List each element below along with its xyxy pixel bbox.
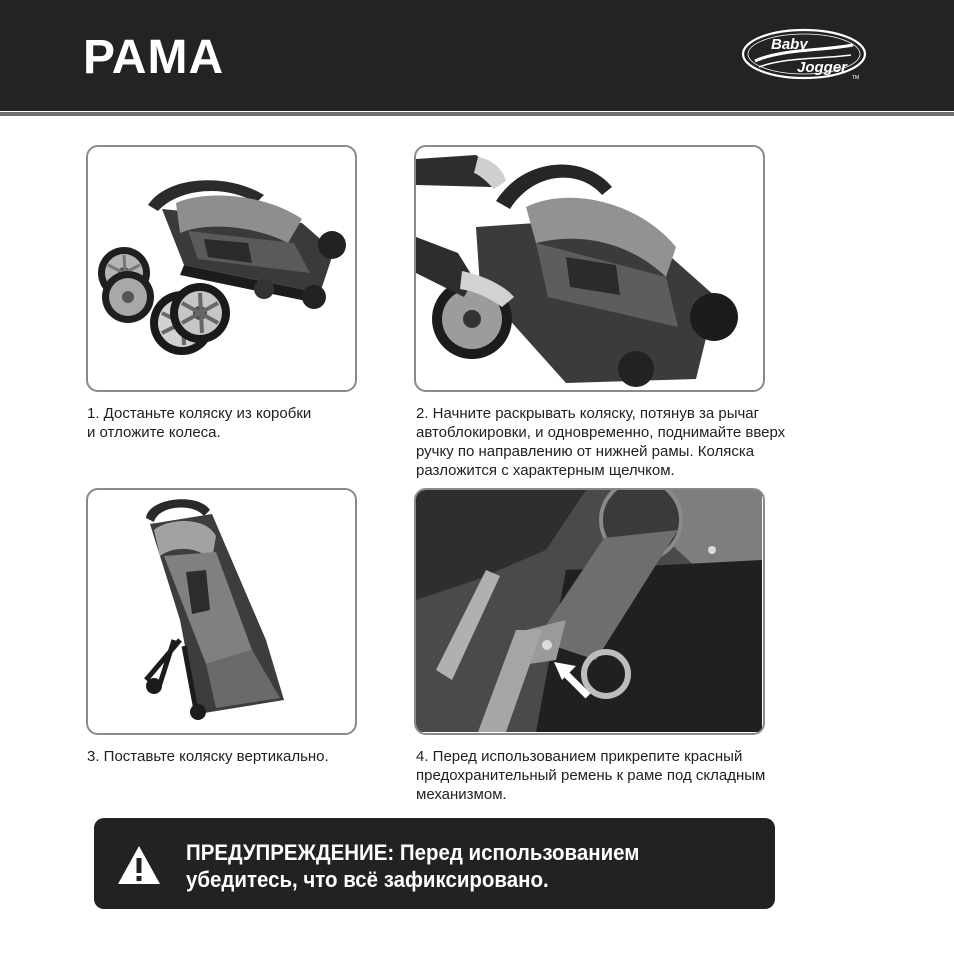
step-3-photo — [86, 488, 357, 735]
logo-word-baby: Baby — [771, 36, 808, 53]
logo-trademark: TM — [852, 75, 860, 81]
upright-stroller-illustration — [146, 499, 284, 720]
step-1-photo — [86, 145, 357, 392]
logo-word-jogger: Jogger — [797, 59, 848, 76]
step-3-caption: 3. Поставьте коляску вертикально. — [87, 748, 329, 765]
baby-jogger-logo — [741, 27, 871, 83]
warning-text: ПРЕДУПРЕЖДЕНИЕ: Перед использованием убедитесь, что всё зафиксировано. — [186, 840, 640, 892]
page-title: РАМА — [83, 31, 225, 84]
warning-box — [94, 818, 775, 909]
step-2-photo — [414, 145, 765, 392]
header-divider — [0, 112, 954, 116]
step-4-photo — [414, 488, 765, 735]
warning-triangle-icon — [116, 844, 162, 886]
frame-closeup-illustration — [416, 490, 762, 732]
step-4-caption: 4. Перед использованием прикрепите красный предохранительный ремень к раме под складным механизмом. — [416, 748, 766, 803]
step-2-caption: 2. Начните раскрывать коляску, потянув за рычаг автоблокировки, и одновременно, поднимайте вверх ручку по направлению от нижней рамы. Коляска разложится с характерным щелчком. — [416, 405, 786, 479]
folded-stroller-illustration — [148, 180, 346, 309]
step-1-caption: 1. Достаньте коляску из коробки и отложите колеса. — [87, 405, 312, 441]
